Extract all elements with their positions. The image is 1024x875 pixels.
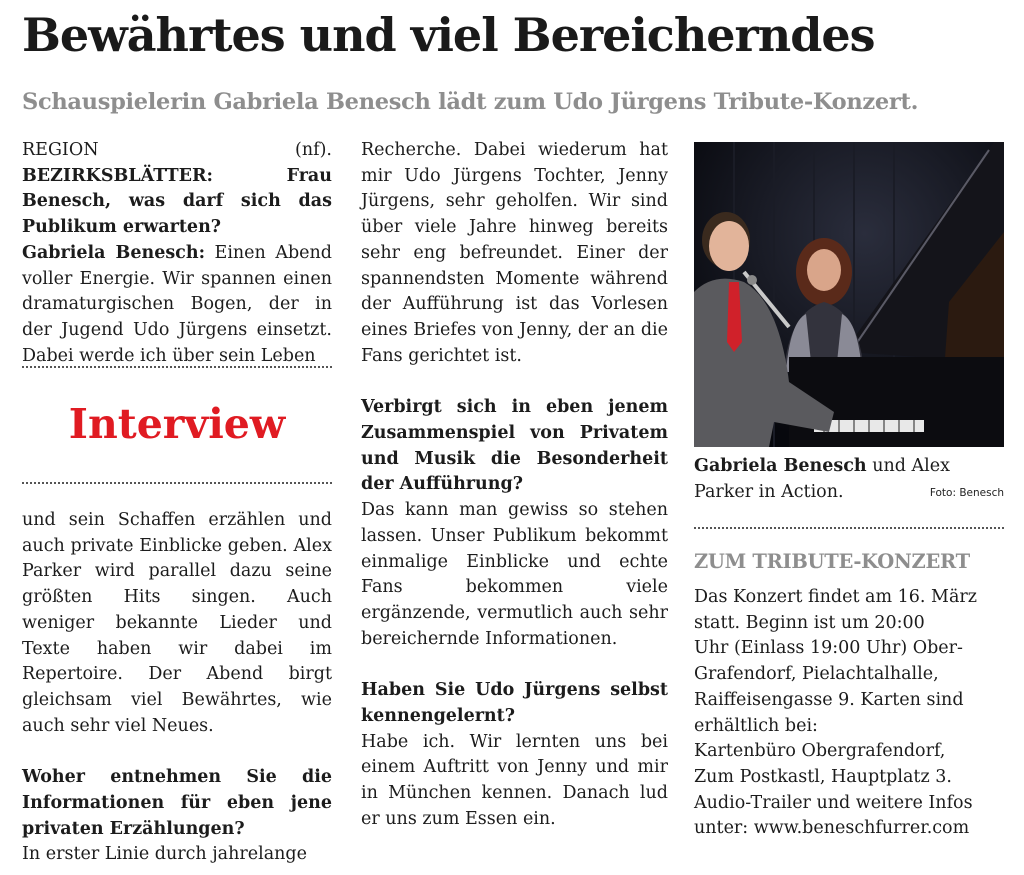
dotted-divider: [22, 366, 332, 368]
headline: Bewährtes und viel Bereicherndes: [22, 8, 875, 62]
answer-1-start: Einen Abend voller Energie. Wir spannen einen dramaturgischen Bogen, der in der Jugend Udo Jürgens einsetzt. Dabei werde ich über sein Leben: [22, 242, 332, 366]
question-1: BEZIRKSBLÄTTER: Frau Benesch, was darf sich das Publikum erwarten?: [22, 165, 332, 238]
question-3: Verbirgt sich in eben jenem Zusammenspiel von Privatem und Musik die Besonderheit der Aufführung?: [361, 397, 668, 495]
region-dateline: REGION (nf).: [22, 140, 332, 160]
speaker-label: Gabriela Benesch:: [22, 242, 206, 263]
info-line: Grafendorf, Pielachtalhalle,: [694, 664, 939, 685]
interview-label: Interview: [68, 400, 286, 448]
concert-photo-illustration: [694, 142, 1004, 447]
info-line: Raiffeisengasse 9. Karten sind: [694, 689, 964, 710]
question-2: Woher entnehmen Sie die Informationen für eben jene privaten Erzählungen?: [22, 767, 332, 839]
answer-2-continued: Recherche. Dabei wiederum hat mir Udo Jürgens Tochter, Jenny Jürgens, sehr geholfen. Wir sind über viele Jahre hinweg bereits sehr eng befreundet. Einer der spannendsten Momente während der Aufführung ist das Vorlesen eines Briefes von Jenny, der an die Fans gerichtet ist.: [361, 140, 668, 366]
answer-4: Habe ich. Wir lernten uns bei einem Auftritt von Jenny und mir in München kennen. Danach lud er uns zum Essen ein.: [361, 731, 668, 829]
column-2: [361, 138, 668, 833]
dotted-divider: [22, 482, 332, 484]
caption-name: Gabriela Benesch: [694, 456, 867, 476]
info-line: Uhr (Einlass 19:00 Uhr) Ober-: [694, 638, 963, 659]
intro-paragraph: [22, 138, 332, 369]
caption-text: und Alex Parker in Action.: [694, 456, 950, 502]
info-line: Kartenbüro Obergrafendorf,: [694, 741, 946, 762]
info-line: erhältlich bei:: [694, 715, 818, 736]
photo-credit: Foto: Benesch: [929, 487, 1004, 499]
info-line: Audio-Trailer und weitere Infos: [694, 792, 973, 813]
info-line: statt. Beginn ist um 20:00: [694, 612, 925, 633]
info-box-title: ZUM TRIBUTE-KONZERT: [694, 550, 970, 573]
info-box-text: [694, 585, 1004, 842]
answer-2-start: In erster Linie durch jahrelange: [22, 844, 307, 865]
concert-photo: [694, 142, 1004, 447]
column-1-bottom: [22, 508, 332, 868]
answer-1-continued: und sein Schaffen erzählen und auch private Einblicke geben. Alex Parker wird parallel dazu seine größten Hits singen. Auch weniger bekannte Lieder und Texte haben wir dabei im Repertoire. Der Abend birgt gleichsam viel Bewährtes, wie auch sehr viel Neues.: [22, 510, 332, 736]
dotted-divider: [694, 527, 1004, 529]
answer-3: Das kann man gewiss so stehen lassen. Unser Publikum bekommt einmalige Einblicke und echte Fans bekommen viele ergänzende, vermutlich auch sehr bereichernde Informationen.: [361, 500, 668, 649]
info-line: Das Konzert findet am 16. März: [694, 587, 977, 607]
info-line: Zum Postkastl, Hauptplatz 3.: [694, 766, 952, 787]
subheadline: Schauspielerin Gabriela Benesch lädt zum Udo Jürgens Tribute-Konzert.: [22, 89, 919, 115]
question-4: Haben Sie Udo Jürgens selbst kennengelernt?: [361, 680, 668, 727]
column-1-top: [22, 138, 332, 369]
info-line-website: unter: www.beneschfurrer.com: [694, 818, 970, 839]
